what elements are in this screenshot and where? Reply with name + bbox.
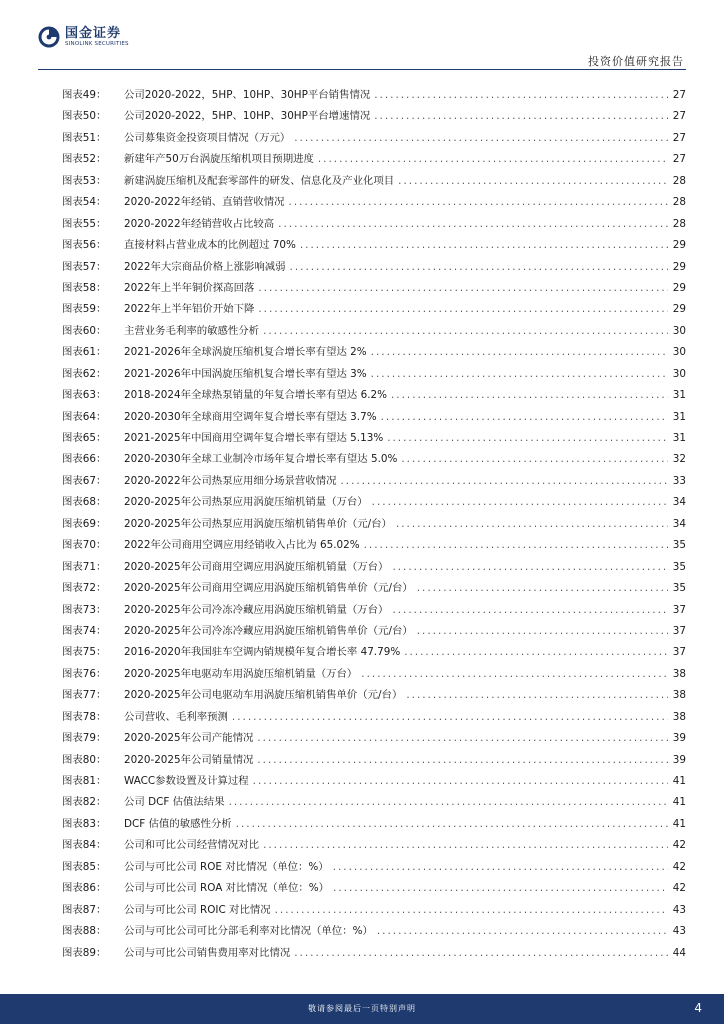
toc-entry-label: 图表61： — [62, 346, 107, 359]
toc-entry-page[interactable]: 42 — [672, 882, 686, 895]
toc-entry-label: 图表64： — [62, 410, 107, 423]
toc-entry[interactable] — [62, 386, 686, 407]
toc-entry[interactable] — [62, 129, 686, 150]
toc-entry-label: 图表79： — [62, 732, 107, 745]
toc-entry-page[interactable]: 38 — [672, 667, 686, 680]
toc-entry-title[interactable]: 2016-2020年我国驻车空调内销规模年复合增长率 47.79% — [124, 646, 401, 659]
toc-entry-label: 图表66： — [62, 453, 107, 466]
toc-dot-leader — [377, 925, 668, 937]
toc-entry-title[interactable]: 公司与可比公司 ROE 对比情况（单位：%） — [124, 860, 329, 873]
toc-entry-title[interactable]: 2020-2025年公司热泵应用涡旋压缩机销售单价（元/台） — [124, 517, 392, 530]
toc-entry[interactable] — [62, 322, 686, 343]
toc-entry-title[interactable]: 2020-2030年全球商用空调年复合增长率有望达 3.7% — [124, 410, 377, 423]
toc-entry-page[interactable]: 39 — [672, 753, 686, 766]
toc-entry-page[interactable]: 31 — [672, 410, 686, 423]
toc-entry-page[interactable]: 37 — [672, 646, 686, 659]
toc-entry-label: 图表81： — [62, 775, 107, 787]
toc-dot-leader — [392, 604, 668, 616]
toc-entry[interactable] — [62, 150, 686, 171]
toc-entry-page[interactable]: 31 — [672, 389, 686, 402]
toc-entry-page[interactable]: 29 — [672, 239, 686, 252]
toc-entry[interactable] — [62, 493, 686, 514]
report-type-label: 投资价值研究报告 — [588, 55, 684, 68]
toc-entry-title[interactable]: 2021-2026年全球涡旋压缩机复合增长率有望达 2% — [124, 346, 367, 359]
toc-entry[interactable] — [62, 343, 686, 364]
toc-entry-label: 图表52： — [62, 153, 107, 166]
toc-dot-leader — [333, 861, 668, 873]
toc-entry-title[interactable]: 2020-2030年全球工业制冷市场年复合增长率有望达 5.0% — [124, 453, 398, 466]
toc-entry-page[interactable]: 38 — [672, 710, 686, 723]
toc-entry-label: 图表82： — [62, 796, 107, 809]
toc-entry-title[interactable]: 公司与可比公司可比分部毛利率对比情况（单位：%） — [124, 925, 373, 938]
toc-entry-title[interactable]: 2020-2025年公司冷冻冷藏应用涡旋压缩机销售单价（元/台） — [124, 624, 413, 637]
toc-entry-label: 图表76： — [62, 667, 107, 680]
header-divider — [38, 69, 686, 70]
toc-entry[interactable] — [62, 836, 686, 857]
toc-entry-page[interactable]: 31 — [672, 432, 686, 444]
toc-dot-leader — [229, 796, 668, 808]
toc-entry-page[interactable]: 29 — [672, 303, 686, 316]
toc-entry[interactable] — [62, 300, 686, 321]
toc-entry[interactable] — [62, 944, 686, 965]
toc-entry[interactable] — [62, 751, 686, 772]
toc-entry[interactable] — [62, 579, 686, 600]
toc-dot-leader — [396, 518, 668, 530]
toc-entry[interactable] — [62, 815, 686, 836]
toc-entry-title[interactable]: 2020-2022年经销营收占比较高 — [124, 217, 275, 230]
toc-entry[interactable] — [62, 258, 686, 279]
toc-entry-title[interactable]: 主营业务毛利率的敏感性分析 — [124, 324, 260, 337]
toc-entry-label: 图表53： — [62, 174, 107, 187]
toc-dot-leader — [290, 261, 668, 273]
toc-entry-title[interactable]: 2020-2025年公司商用空调应用涡旋压缩机销售单价（元/台） — [124, 582, 413, 595]
toc-entry-label: 图表57： — [62, 260, 107, 273]
toc-entry-page[interactable]: 27 — [672, 89, 686, 101]
toc-dot-leader — [289, 196, 668, 208]
toc-entry-label: 图表60： — [62, 324, 107, 337]
toc-entry-page[interactable]: 33 — [672, 474, 686, 487]
toc-entry-page[interactable]: 42 — [672, 839, 686, 852]
toc-entry-label: 图表56： — [62, 239, 107, 252]
toc-entry-label: 图表63： — [62, 389, 107, 402]
toc-entry-page[interactable]: 41 — [672, 796, 686, 809]
toc-entry[interactable] — [62, 365, 686, 386]
toc-entry-title[interactable]: 新建年产50万台涡旋压缩机项目预期进度 — [124, 153, 314, 166]
toc-entry[interactable] — [62, 708, 686, 729]
page-footer — [0, 994, 724, 1024]
toc-entry[interactable] — [62, 86, 686, 107]
toc-dot-leader — [263, 839, 668, 851]
toc-entry-page[interactable]: 28 — [672, 217, 686, 230]
toc-entry[interactable] — [62, 429, 686, 450]
toc-dot-leader — [341, 475, 669, 487]
toc-entry-title[interactable]: 2018-2024年全球热泵销量的年复合增长率有望达 6.2% — [124, 389, 387, 402]
toc-entry-label: 图表85： — [62, 860, 107, 873]
toc-entry-title[interactable]: 2020-2025年公司热泵应用涡旋压缩机销量（万台） — [124, 496, 368, 509]
toc-entry-page[interactable]: 27 — [672, 110, 686, 123]
toc-dot-leader — [371, 346, 668, 358]
toc-entry-label: 图表77： — [62, 689, 107, 702]
toc-entry-title[interactable]: 2020-2022年经销、直销营收情况 — [124, 196, 285, 209]
toc-dot-leader — [257, 754, 668, 766]
toc-entry[interactable] — [62, 536, 686, 557]
toc-entry-label: 图表75： — [62, 646, 107, 659]
toc-entry-label: 图表68： — [62, 496, 107, 509]
logo-english-name: SINOLINK SECURITIES — [65, 40, 129, 47]
toc-entry-label: 图表71： — [62, 560, 107, 573]
toc-dot-leader — [417, 582, 668, 594]
toc-dot-leader — [371, 368, 668, 380]
toc-entry-label: 图表49： — [62, 89, 107, 101]
toc-entry[interactable] — [62, 193, 686, 214]
toc-entry-label: 图表88： — [62, 925, 107, 938]
toc-entry-title[interactable]: 2020-2025年公司产能情况 — [124, 732, 254, 745]
toc-entry-title[interactable]: WACC参数设置及计算过程 — [124, 775, 249, 787]
page-header — [0, 0, 724, 72]
toc-entry-page[interactable]: 30 — [672, 324, 686, 337]
toc-entry[interactable] — [62, 729, 686, 750]
toc-entry-page[interactable]: 34 — [672, 517, 686, 530]
toc-entry[interactable] — [62, 601, 686, 622]
toc-entry-label: 图表69： — [62, 517, 107, 530]
toc-entry-page[interactable]: 30 — [672, 346, 686, 359]
toc-entry-title[interactable]: 2022年上半年铝价开始下降 — [124, 303, 255, 316]
toc-entry-title[interactable]: 2020-2025年公司商用空调应用涡旋压缩机销量（万台） — [124, 560, 389, 573]
toc-entry[interactable] — [62, 922, 686, 943]
toc-dot-leader — [401, 453, 668, 465]
toc-entry-page[interactable]: 37 — [672, 603, 686, 616]
toc-dot-leader — [404, 646, 668, 658]
toc-entry[interactable] — [62, 665, 686, 686]
toc-entry-label: 图表59： — [62, 303, 107, 316]
toc-entry-label: 图表58： — [62, 281, 107, 294]
toc-entry-title[interactable]: 公司2020-2022，5HP、10HP、30HP平台增速情况 — [124, 110, 371, 123]
toc-dot-leader — [417, 625, 668, 637]
toc-entry-page[interactable]: 35 — [672, 560, 686, 573]
toc-entry-page[interactable]: 27 — [672, 131, 686, 144]
toc-entry-title[interactable]: 公司与可比公司销售费用率对比情况 — [124, 946, 291, 959]
toc-entry-label: 图表74： — [62, 624, 107, 637]
toc-dot-leader — [294, 947, 668, 959]
toc-entry-title[interactable]: 公司和可比公司经营情况对比 — [124, 839, 260, 852]
toc-dot-leader — [364, 539, 668, 551]
toc-entry-page[interactable]: 32 — [672, 453, 686, 466]
toc-entry[interactable] — [62, 558, 686, 579]
toc-entry[interactable] — [62, 858, 686, 879]
toc-entry-page[interactable]: 39 — [672, 732, 686, 745]
toc-entry-title[interactable]: 公司与可比公司 ROIC 对比情况 — [124, 903, 271, 916]
toc-entry-title[interactable]: 2022年公司商用空调应用经销收入占比为 65.02% — [124, 539, 360, 552]
toc-entry-title[interactable]: 2020-2025年公司销量情况 — [124, 753, 254, 766]
toc-dot-leader — [258, 282, 668, 294]
toc-entry-label: 图表62： — [62, 367, 107, 380]
toc-entry-page[interactable]: 42 — [672, 860, 686, 873]
toc-entry-label: 图表55： — [62, 217, 107, 230]
sinolink-logo-icon — [38, 26, 60, 48]
toc-entry[interactable] — [62, 279, 686, 300]
toc-entry-title[interactable]: 2020-2022年公司热泵应用细分场景营收情况 — [124, 474, 337, 487]
toc-entry-title[interactable]: 2022年大宗商品价格上涨影响减弱 — [124, 260, 286, 273]
toc-dot-leader — [333, 882, 668, 894]
toc-entry-page[interactable]: 29 — [672, 260, 686, 273]
toc-dot-leader — [253, 775, 668, 787]
toc-entry-label: 图表50： — [62, 110, 107, 123]
toc-dot-leader — [381, 411, 668, 423]
toc-entry-page[interactable]: 28 — [672, 174, 686, 187]
toc-entry-title[interactable]: 2020-2025年公司冷冻冷藏应用涡旋压缩机销量（万台） — [124, 603, 389, 616]
toc-dot-leader — [257, 732, 668, 744]
toc-entry-page[interactable]: 41 — [672, 775, 686, 787]
toc-entry[interactable] — [62, 901, 686, 922]
toc-entry-title[interactable]: 新建涡旋压缩机及配套零部件的研发、信息化及产业化项目 — [124, 174, 395, 187]
toc-entry-label: 图表87： — [62, 903, 107, 916]
toc-entry-page[interactable]: 43 — [672, 925, 686, 938]
toc-entry-page[interactable]: 35 — [672, 582, 686, 595]
toc-dot-leader — [232, 711, 668, 723]
toc-entry[interactable] — [62, 172, 686, 193]
toc-dot-leader — [294, 132, 668, 144]
disclaimer-notice[interactable]: 敬请参阅最后一页特别声明 — [308, 1004, 416, 1013]
toc-dot-leader — [361, 668, 668, 680]
toc-dot-leader — [236, 818, 668, 830]
toc-entry[interactable] — [62, 450, 686, 471]
toc-entry-label: 图表65： — [62, 432, 107, 444]
toc-entry-label: 图表54： — [62, 196, 107, 209]
toc-dot-leader — [406, 689, 668, 701]
toc-dot-leader — [258, 303, 668, 315]
toc-entry-label: 图表51： — [62, 131, 107, 144]
toc-dot-leader — [278, 218, 668, 230]
toc-entry-title[interactable]: 公司 DCF 估值法结果 — [124, 796, 225, 809]
toc-entry-page[interactable]: 28 — [672, 196, 686, 209]
toc-entry-label: 图表67： — [62, 474, 107, 487]
toc-entry[interactable] — [62, 793, 686, 814]
toc-dot-leader — [372, 496, 668, 508]
toc-entry-label: 图表84： — [62, 839, 107, 852]
toc-entry-label: 图表72： — [62, 582, 107, 595]
toc-entry-page[interactable]: 38 — [672, 689, 686, 702]
toc-entry-title[interactable]: 公司与可比公司 ROA 对比情况（单位：%） — [124, 882, 330, 895]
toc-entry[interactable] — [62, 236, 686, 257]
toc-dot-leader — [300, 239, 668, 251]
toc-entry[interactable] — [62, 879, 686, 900]
toc-entry[interactable] — [62, 643, 686, 664]
toc-dot-leader — [275, 904, 668, 916]
toc-entry-title[interactable]: 公司募集资金投资项目情况（万元） — [124, 131, 291, 144]
toc-entry-page[interactable]: 30 — [672, 367, 686, 380]
toc-entry[interactable] — [62, 515, 686, 536]
toc-entry-label: 图表73： — [62, 603, 107, 616]
toc-entry[interactable] — [62, 622, 686, 643]
toc-entry[interactable] — [62, 215, 686, 236]
toc-entry-label: 图表80： — [62, 753, 107, 766]
toc-dot-leader — [374, 89, 668, 101]
toc-entry-page[interactable]: 29 — [672, 281, 686, 294]
toc-entry-title[interactable]: 公司营收、毛利率预测 — [124, 710, 228, 723]
toc-entry-page[interactable]: 44 — [672, 946, 686, 959]
toc-entry[interactable] — [62, 686, 686, 707]
toc-dot-leader — [398, 175, 668, 187]
toc-entry-title[interactable]: 2020-2025年电驱动车用涡旋压缩机销量（万台） — [124, 667, 358, 680]
toc-dot-leader — [374, 110, 668, 122]
toc-dot-leader — [318, 153, 668, 165]
toc-entry[interactable] — [62, 408, 686, 429]
page-number: 4 — [694, 1001, 702, 1015]
toc-entry-label: 图表89： — [62, 946, 107, 959]
toc-entry-page[interactable]: 27 — [672, 153, 686, 166]
figure-list — [62, 86, 686, 965]
toc-entry-title[interactable]: DCF 估值的敏感性分析 — [124, 817, 232, 830]
sinolink-logo — [38, 26, 129, 48]
toc-entry-page[interactable]: 35 — [672, 539, 686, 552]
toc-entry-page[interactable]: 37 — [672, 624, 686, 637]
toc-entry[interactable] — [62, 472, 686, 493]
toc-entry-title[interactable]: 2021-2026年中国涡旋压缩机复合增长率有望达 3% — [124, 367, 367, 380]
toc-entry[interactable] — [62, 772, 686, 793]
toc-entry-label: 图表78： — [62, 710, 107, 723]
toc-entry-title[interactable]: 直接材料占营业成本的比例超过 70% — [124, 239, 296, 252]
toc-entry-page[interactable]: 34 — [672, 496, 686, 509]
toc-entry-title[interactable]: 2022年上半年铜价探高回落 — [124, 281, 255, 294]
toc-entry-label: 图表70： — [62, 539, 107, 552]
toc-dot-leader — [263, 325, 668, 337]
logo-chinese-name: 国金证券 — [65, 25, 122, 41]
toc-entry-page[interactable]: 43 — [672, 903, 686, 916]
toc-dot-leader — [387, 432, 668, 444]
toc-entry-title[interactable]: 2021-2025年中国商用空调年复合增长率有望达 5.13% — [124, 432, 384, 444]
toc-dot-leader — [391, 389, 668, 401]
toc-entry-title[interactable]: 公司2020-2022，5HP、10HP、30HP平台销售情况 — [124, 89, 371, 101]
toc-entry-page[interactable]: 41 — [672, 817, 686, 830]
toc-dot-leader — [392, 561, 668, 573]
toc-entry-label: 图表86： — [62, 882, 107, 895]
toc-entry-label: 图表83： — [62, 817, 107, 830]
toc-entry-title[interactable]: 2020-2025年公司电驱动车用涡旋压缩机销售单价（元/台） — [124, 689, 403, 702]
toc-entry[interactable] — [62, 107, 686, 128]
